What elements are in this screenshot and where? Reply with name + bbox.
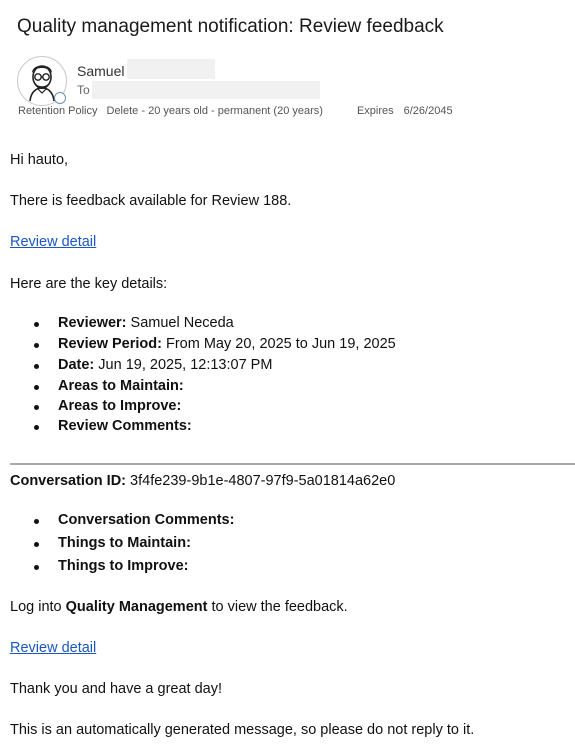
expires-value: 6/26/2045 [403,105,453,117]
retention-policy-label: Retention Policy [18,105,98,117]
key-details-intro: Here are the key details: [10,276,168,292]
list-item [10,418,396,438]
detail-label: Areas to Maintain: [58,378,184,394]
review-details-list [10,315,396,438]
presence-status-icon [54,92,66,104]
detail-value: Samuel Neceda [126,315,234,331]
conversation-id-label: Conversation ID: [10,473,127,489]
detail-label: Review Period: [58,336,162,352]
sender-redacted-region [127,59,215,79]
to-label: To [77,83,90,97]
list-item [10,315,396,336]
review-detail-link[interactable]: Review detail [10,234,97,250]
list-item [10,336,396,357]
sender-name[interactable]: Samuel [77,63,125,79]
app-name: Quality Management [65,599,208,615]
detail-label: Date: [58,357,95,373]
conversation-details-list [10,512,234,581]
detail-value: Jun 19, 2025, 12:13:07 PM [94,357,273,373]
list-item [10,398,396,418]
thanks-text: Thank you and have a great day! [10,681,223,697]
login-prefix: Log into [10,599,66,615]
list-item [10,558,234,581]
list-item [10,357,396,378]
detail-value: From May 20, 2025 to Jun 19, 2025 [161,336,396,352]
expires-label: Expires [356,105,394,117]
detail-label: Things to Improve: [58,558,189,574]
detail-label: Areas to Improve: [58,398,182,414]
list-item [10,512,234,535]
greeting: Hi hauto, [10,152,69,168]
conversation-id-line [10,473,395,489]
retention-policy-bar [18,105,453,117]
detail-label: Conversation Comments: [58,512,235,528]
email-subject: Quality management notification: Review feedback [17,16,444,37]
login-instruction [10,599,348,615]
login-suffix: to view the feedback. [207,599,348,615]
detail-label: Reviewer: [58,315,127,331]
detail-label: Things to Maintain: [58,535,191,551]
review-detail-link-2[interactable]: Review detail [10,640,97,656]
section-divider [10,463,575,465]
recipient-redacted-region [92,81,320,99]
intro-text: There is feedback available for Review 188. [10,193,292,209]
list-item [10,378,396,398]
detail-label: Review Comments: [58,418,192,434]
list-item [10,535,234,558]
conversation-id-value: 3f4fe239-9b1e-4807-97f9-5a01814a62e0 [126,473,396,489]
retention-policy-value: Delete - 20 years old - permanent (20 years) [106,105,323,117]
auto-generated-note: This is an automatically generated message, so please do not reply to it. [10,722,475,738]
